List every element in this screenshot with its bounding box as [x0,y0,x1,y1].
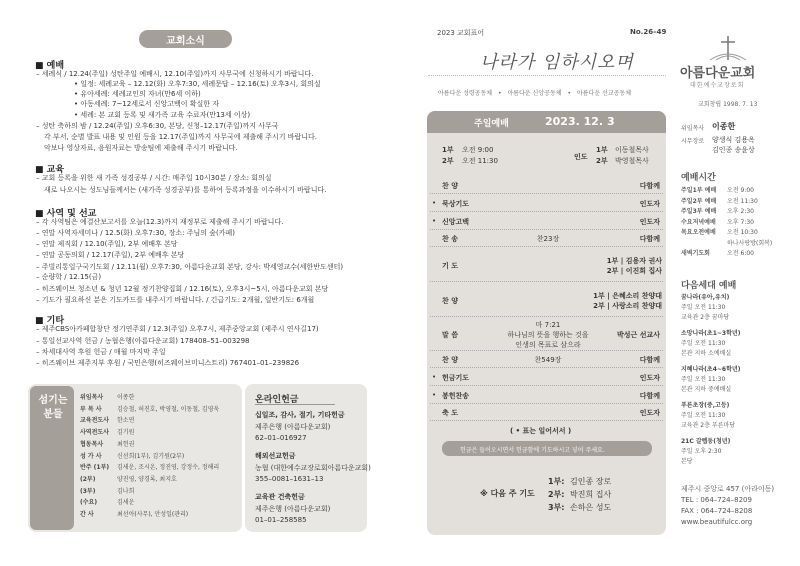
motto-divider [428,75,666,76]
order-detail: 찬23장 [536,235,560,243]
servant-names: 한소연 [117,417,135,425]
servant-role: 간 사 [80,511,94,518]
servant-names: 김기원 [117,429,135,437]
founded-date: 교회창립 1998. 7. 13 [698,101,758,108]
motto-year: 2023 교회표어 [437,29,485,37]
order-detail: 2부 | 이진희 집사 [606,266,662,275]
leader-label: 인도 [574,153,588,161]
online-block-head: 교육관 건축헌금 [255,493,305,501]
order-who: 다함께 [639,235,660,243]
news-line: – 히즈웨이브 제주지부 후원 / 국민은행(히즈웨이브미니스트리) 767401–01–239826 [36,359,300,367]
next-part: 2부: [548,490,565,499]
news-line: 악보나 영상자료, 음원자료는 방송팀에 제출해 주시기 바랍니다. [44,144,238,152]
order-detail: 찬549장 [534,356,562,364]
next-name: 김인종 장로 [570,477,612,486]
worship-name: 새벽기도회 [681,250,710,257]
section-heading: ■ 기타 [35,316,65,326]
news-line: 새로 나오시는 성도님들께서는 (새가족 성경공부)를 통하여 등록과정을 이수하시기 바랍니다. [44,186,327,194]
worship-name: 목요오전예배 [681,229,716,236]
servant-names: 최헌권 [117,440,135,448]
worship-name: 수요저녁예배 [681,218,716,226]
pastor-label: 위임목사 [681,125,705,132]
news-line: • 유아세례: 세례교인의 자녀(만6세 이하) [74,90,201,98]
order-detail: 하나님의 뜻을 행하는 것을 [507,330,589,339]
pastor-name: 이종한 [712,122,736,131]
online-divider [255,404,335,405]
news-title: 교회소식 [139,30,232,48]
service-time: 오전 9:00 [462,146,494,154]
order-detail: 1부 | 은혜소리 찬양대 [593,291,662,300]
worship-time: 오전 10:30 [727,229,758,236]
section-heading: ■ 교육 [35,165,65,175]
next-gen-place: 본관 지하 소예배실 [681,350,732,357]
servant-role: 성 가 사 [80,452,102,460]
online-block-bank: 제주은행 (아름다운교회) [255,505,331,513]
news-line: – 세례식 / 12.24(주일) 성탄주일 예배시, 12.10(주일)까지 사무국에 신청하시기 바랍니다. [36,70,314,78]
order-item: 봉헌찬송 [442,392,470,400]
church-denomination: 대한예수교장로회 [690,82,745,89]
online-block-head: 해외선교헌금 [255,452,296,460]
order-detail: 마 7:21 [535,320,561,329]
order-item: 기 도 [442,261,458,270]
order-item: 찬 송 [442,235,458,243]
next-gen-place: 교육관 2층 꿈마당 [681,314,730,321]
service-part: 2부 [442,157,454,165]
servant-role: 부 목 사 [80,405,102,413]
church-logo-icon [708,34,748,62]
servant-names: 최선아(사무), 안성일(관리) [117,511,189,518]
servants-title: 섬기는 분들 [38,395,68,420]
news-line: • 세례: 본 교회 등록 및 새가족 교육 수료자(만13세 이상) [74,111,251,119]
next-gen-time: 주일 오전 11:30 [681,376,726,383]
worship-time: 오후 7:30 [727,218,754,226]
leader-part: 1부 [596,146,608,154]
church-name: 아름다운교회 [680,66,756,81]
fax: FAX : 064–724–8208 [681,507,753,515]
stand-note: ( • 표는 일어서서 ) [510,427,572,435]
servant-names: 양진영, 양경록, 최지호 [117,475,177,483]
next-name: 박진희 집사 [570,490,612,499]
worship-name: 주일1부 예배 [681,187,717,194]
news-line: – 기도가 필요하신 분은 기도카드를 내주시기 바랍니다. / 긴급기도: 2개월, 일반기도: 6개월 [36,296,315,304]
online-block-account: 62–01–016927 [255,434,307,442]
issue-number: No.26–49 [630,28,667,36]
section-heading: ■ 예배 [35,61,65,71]
servant-names: 신선희(1부), 김기원(2부) [117,452,185,460]
worship-times-title: 예배시간 [681,173,716,183]
news-line: – 각 사역팀은 예결산보고서를 오늘(12.3)까지 재정부로 제출해 주시기 바랍니다. [36,218,284,226]
servant-role: (수요) [80,499,98,507]
leader-part: 2부 [596,157,608,165]
news-line: – 통일선교사역 헌금 / 농협은행(아름다운교회) 178408–51–003298 [36,337,250,345]
order-item: 묵상기도 [442,200,470,208]
address: 제주시 중앙로 457 (아라이동) [681,485,775,493]
servant-names: 이종한 [117,394,135,401]
next-gen-name: 꿈나라(유아,유치) [681,294,730,301]
servant-role: (2부) [80,475,96,483]
order-item: 찬 양 [442,296,458,305]
order-who: 다함께 [639,182,660,190]
order-detail: 인생의 목표로 삼으라 [515,340,581,349]
service-date: 2023. 12. 3 [545,115,615,128]
online-block-bank: 제주은행 (아름다운교회) [255,423,331,431]
news-line: – 순량학 / 12.15(금) [36,273,102,281]
offering-note: 헌금은 들어오시면서 헌금함에 기도하시고 넣어 주세요. [460,447,605,454]
worship-time: 오후 2:30 [727,208,754,215]
online-title: 온라인헌금 [255,395,299,405]
stand-dot-icon: • [432,373,437,381]
news-line: – 연말 사역자세미나 / 12.5(화) 오후7:30, 장소: 주님의 숲(카페) [36,229,235,237]
worship-name: 주일2부 예배 [681,197,717,205]
order-detail: 2부 | 사랑소리 찬양대 [593,301,662,310]
next-part: 1부: [548,477,565,486]
servant-role: (3부) [80,487,96,495]
next-gen-place: 본관 지하 중예배실 [681,386,732,393]
worship-time: 하나사랑방(회복) [727,239,773,247]
phone: TEL : 064–724–8209 [681,496,752,504]
order-who: 다함께 [639,356,660,364]
next-gen-place: 본당 [681,458,693,465]
order-who: 인도자 [639,200,660,208]
next-gen-name: 21C 갈렙동(청년) [681,438,731,445]
news-line: – 히즈웨이브 청소년 & 청년 12월 정기찬양집회 / 12.16(토), 오후3시~5시, 아름다운교회 본당 [36,285,329,293]
next-name: 손하은 성도 [570,503,612,512]
order-who: 인도자 [639,218,660,226]
next-gen-title: 다음세대 예배 [681,281,737,291]
news-line: – 연말 제직회 / 12.10(주일), 2부 예배후 본당 [36,240,178,248]
stand-dot-icon: • [432,217,437,225]
news-line: • 일정: 세례교육 – 12.12(화) 오후7:30, 세례문답 – 12.16(토) 오후3시, 회의실 [74,80,321,88]
order-item: 축 도 [442,409,458,417]
service-title: 주일예배 [474,119,509,129]
sub-motto-1: 아름다운 성령공동체 [438,90,493,97]
online-block-head: 십일조, 감사, 절기, 기타헌금 [255,411,345,419]
next-gen-name: 지혜나라(초4~6학년) [681,366,741,373]
order-item: 헌금기도 [442,374,470,382]
next-gen-time: 주일 오전 11:30 [681,412,726,419]
order-detail: 1부 | 김용자 권사 [606,256,662,265]
next-gen-time: 주일 오후 2:30 [681,448,722,455]
news-line: 각 부서, 순별 발표 내용 및 인원 등을 12.17(주일)까지 사무국에 제출해 주시기 바랍니다. [44,133,318,141]
news-line: – 제주CBS아카페합창단 정기연주회 / 12.3(주일) 오후7시, 제주중앙교회 (제주시 연사길17) [36,325,319,333]
sub-motto-3: 아름다운 선교공동체 [576,90,632,97]
next-gen-name: 푸른초장(중,고등) [681,402,730,409]
order-item: 찬 양 [442,356,458,364]
worship-time: 오전 11:30 [727,197,758,205]
next-gen-time: 주일 오전 11:30 [681,304,726,311]
stand-dot-icon: • [432,391,437,399]
next-gen-name: 소망나라(초1~3학년) [681,330,741,337]
news-line: – 교회 등록을 위한 새 가족 성경공부 / 시간: 매주일 10시30분 / 장소: 회의실 [36,174,272,182]
online-block-bank: 농협 (대한예수교장로회아름다운교회) [255,464,371,472]
elders-2: 김인종 송윤상 [712,146,755,154]
section-heading: ■ 사역 및 선교 [35,209,97,219]
leader-name: 이동철목사 [615,146,649,154]
website-link[interactable]: www.beautifulcc.org [681,518,753,526]
order-who: 인도자 [639,374,660,382]
order-item: 말 씀 [442,330,458,339]
online-block-account: 01–01–258585 [255,516,307,524]
next-gen-place: 교육관 2층 푸른마당 [681,422,736,429]
servant-role: 반주 (1부) [80,464,110,472]
servant-names: 김나희 [117,487,135,495]
order-item: 찬 양 [442,182,458,190]
servant-names: 김세운 [117,499,135,507]
motto-text: 나라가 임하시오며 [480,52,634,73]
servant-role: 위임목사 [80,394,104,401]
news-line: – 성탄 축하의 밤 / 12.24(주일) 오후6:30, 본당, 신청–12.17(주일)까지 사무국 [36,122,279,130]
news-line: – 주빌리통일구국기도회 / 12.11(월) 오후7:30, 아름다운교회 본당, 강사: 박세영교수(세한반도센터) [36,263,344,271]
order-item: 신앙고백 [442,218,470,226]
online-block-account: 355–0081–1631–13 [255,475,324,483]
stand-dot-icon: • [432,199,437,207]
servant-role: 사역전도사 [80,429,109,437]
order-who: 다함께 [639,392,660,400]
news-line: – 연말 공동의회 / 12.17(주일), 2부 예배후 본당 [36,251,185,259]
sub-motto-2: 아름다운 신앙공동체 [507,90,562,97]
service-time: 오전 11:30 [462,157,498,165]
news-line: • 아동세례: 7~12세로서 신앙고백이 확실한 자 [74,100,220,108]
elders-1: 양생식 김용옥 [712,136,755,144]
servant-names: 김세운, 조시온, 정진영, 강정수, 정해리 [117,464,220,472]
next-gen-time: 주일 오전 11:30 [681,340,726,347]
next-part: 3부: [548,503,565,512]
order-who: 박성근 선교사 [616,330,660,339]
servant-role: 협동목사 [80,440,104,448]
service-part: 1부 [442,146,454,154]
sub-motto-line: 아름다운 성령공동체 • 아름다운 신앙공동체 • 아름다운 선교공동체 [438,90,632,97]
worship-name: 주일3부 예배 [681,208,717,215]
leader-name: 박영철목사 [615,157,649,165]
next-prayer-label: ※ 다음 주 기도 [480,489,535,498]
worship-time: 오전 9:00 [727,187,754,194]
servant-role: 교육전도사 [80,417,109,425]
servant-names: 김승철, 허진호, 박영철, 이동철, 김영욱 [117,405,220,413]
worship-time: 오전 6:00 [727,250,754,257]
order-who: 인도자 [639,409,660,417]
news-line: – 차세대사역 후원 헌금 / 매월 마지막 주일 [36,348,166,356]
elders-label: 시무장로 [681,138,705,145]
